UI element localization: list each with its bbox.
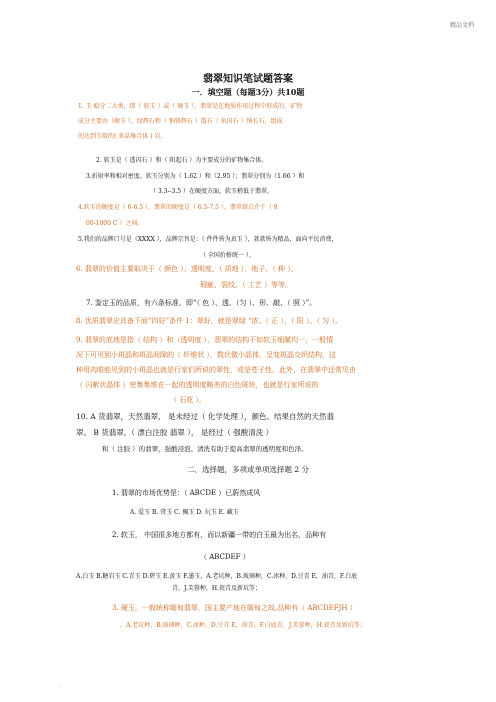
q4-line2: 00-1000 C ）之间。 — [86, 220, 144, 227]
q3-line2: （ 3.3--3.5 ）在硬度方面，软玉稍低于翡翠。 — [150, 188, 273, 195]
q2-text: 2. 软玉是（ 透闪石 ）和（ 阳起石 ）为主要成分的矿物集合体。 — [96, 157, 268, 164]
q9-line1: 9. 翡翠的底地是指（ 结构 ）和（透明度 ），翡翠的结构不如软玉细腻均一，一般情 — [76, 336, 334, 344]
q1-line3: 的达到玉级的( 多晶集合体 ) 岩。 — [78, 133, 167, 140]
c1-question: 1. 翡翠的市场优势是：（ ABCDE ）已蔚然成风 — [112, 489, 261, 497]
c2-answer: （ ABCDEF ） — [200, 553, 250, 561]
q5-line1: 5.我们的品牌口号是（XXXX ），品牌宗旨是：（ 件件皆为真玉 ），款款皆为精品，面向平民消费， — [78, 236, 338, 243]
q8-text: 8. 优质翡翠应具备下面“四好”条件 1：翠好，就是翠绿 “浓、（ 正 ）、（ 阳 ）、（ 匀 ）。 — [76, 317, 342, 325]
section-fill-in: 一．填空题（每题3分）共10题 — [191, 87, 305, 97]
q9-line5: （ 石花 ）。 — [170, 396, 206, 404]
c3-options: ，A.老坑种，B.玻璃种，C.冰种，D.豆青 E，油青，F.白底青，J.芙蓉种，H.瓷青及新坑等； — [120, 622, 366, 629]
c2-question: 2. 软玉， 中国很多地方都有，而以新疆一带的白玉最为出名，品种有 — [112, 531, 327, 539]
q1-line2: 成分主要由（硬玉 ）、绿辉石和（ 钠铬辉石 ）霞石（ 角闪石 ）钠长石，组成 — [78, 118, 283, 125]
q5-line2: （ 全国价格统一 ）。 — [200, 252, 255, 259]
c2-options-line2: 青，J.芙蓉种，H.瓷青及新坑等； — [172, 585, 261, 592]
q1-line1: 1. 玉 殴分二大类，即（ 软玉 ）或（ 硬玉 ），翡翠是在地质作用过程中形成的，矿物 — [78, 103, 303, 110]
q9-line4: （ 闪絮状晶体 ）密集集堆在一起的透明度略差的白色斑块，也就是行家所说的 — [76, 381, 319, 389]
q10-line2: 翠。 B 货翡翠，（ 漂白注胶 翡翠 ）， 是经过（ 强酸清洗 ） — [76, 428, 274, 437]
footer-mark: . — [60, 682, 62, 689]
c1-options: A. 爱玉 B. 赏玉 C. 佩玉 D. 玩玉 E. 藏玉 — [130, 509, 239, 516]
q10-line1: 10. A 货翡翠，天然翡翠， 是未经过（ 化学处理 ），颜色、结果自然的天然翡 — [76, 412, 335, 421]
c2-options-line1: A.白玉 B.糖岩玉 C.青玉 D.碧玉 E.黄玉 F.墨玉，A.老坑种，B.玻璃种，C.冰种，D.豆青 E，油青，F.白底 — [76, 573, 358, 580]
q4-line1: 4.软玉的硬度是（ 6-6.5 ）、翡翠的硬度是（ 6.5-7.5 ），翡翠熔点介于（ 9 — [78, 204, 278, 211]
q9-line3: 种用肉眼能见到的小斑晶也就是行家们所说的翠性，或是苍子性。此外，在翡翠中还常见由 — [76, 366, 356, 374]
q6-line2: 瑕疵、裂纹、（ 工艺 ）等等。 — [200, 281, 292, 289]
header-brand: 精品文档 — [449, 22, 474, 29]
q10-line3: 和（ 注胶 ）的翡翠，强酸浸泡、清洗有助于提高翡翠的透明度和色泽。 — [102, 445, 308, 453]
q6-line1: 6. 翡翠的价值主要取决于（ 颜色 ）、透明度、（ 质地 ）、地子、（ 种 ）、 — [76, 265, 298, 273]
q9-line2: 况下可见到小斑晶和斑晶间隙的（ 纤维状 ），数状微小晶体，呈变斑晶交织结构，这 — [76, 351, 336, 359]
q3-line1: 3.折射率和相对密度。软玉分别为（ 1.62 ）和（2.95 ）；翡翠分别为（1.66 ）和 — [86, 173, 305, 180]
section-choice: 二．选择题，多项或单项选择题 2 分 — [186, 465, 310, 474]
q7-text: 7. 鉴定玉的品质，有六条标准，即“（ 色 ）、透、（匀 ）、形、敲、（ 照 ）”。 — [86, 299, 317, 307]
page-title: 翡翠知识笔试题答案 — [203, 74, 293, 85]
c3-question: 3. 硬玉，一般统称缅甸翡翠，国主要产地在缅甸之故,品种有（ ABCDEFJH ） — [112, 604, 357, 612]
